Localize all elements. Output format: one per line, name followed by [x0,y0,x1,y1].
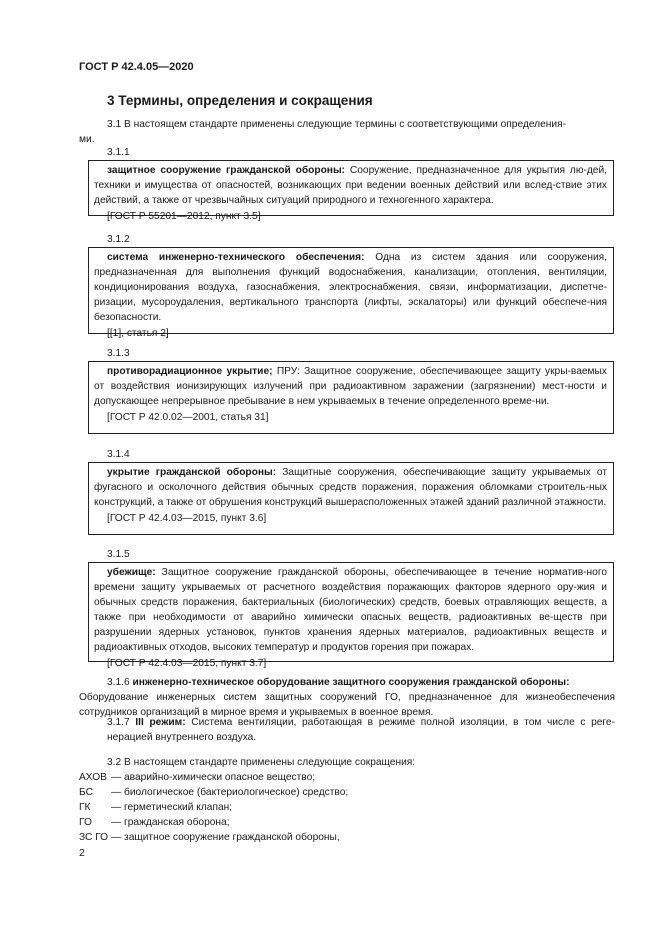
term-text: Защитные сооружения, обеспечивающие защиту укрываемых от фугасного и осколочного действия обычных средств поражения, поражения обломками строитель-ных конструкций, а также от обрушения конструкций вышерасположенных этажей зданий различной этажности. [94,467,607,508]
intro-line-1: 3.1 В настоящем стандарте применены следующие термины с соответствующими определения- [107,119,566,130]
abbreviation-item [79,785,415,800]
term-number: 3.1.5 [107,549,130,560]
abbreviation-text: — гражданская оборона; [111,817,230,828]
abbreviation-item [79,830,415,845]
term-definition [94,565,607,655]
term-text: Защитное сооружение гражданской обороны, обеспечивающее в течение норматив-ного времени защиту укрываемых от расчетного воздействия поражающих факторов ядерного ору-жия и обычных средств поражения, бактериальных (биологических) средств, боевых отравляющих веществ, а также при необходимости от аварийно химически опасных веществ, радиоактивных ве-ществ при разрушении ядерных установок, пунктов хранения ядерных материалов, радиоактивных веществ и радиоактивных отходов, высоких температур и продуктов горения при пожарах. [94,567,607,653]
term-box [88,462,614,535]
term-definition [94,163,607,208]
term-definition [94,465,607,510]
term-number: 3.1.3 [107,348,130,359]
abbreviations-list [79,755,415,845]
term-source: [ГОСТ Р 42.4.03—2015, пункт 3.7] [107,658,267,669]
term-box [88,361,614,434]
abbreviation-code: ГК [79,802,91,813]
term-number: 3.1.7 [107,717,130,728]
term-text: Система вентиляции, работающая в режиме полной изоляции, в том числе с реге-нерацией внутреннего воздуха. [107,717,615,743]
term-name: противорадиационное укрытие; [107,366,273,377]
term-definition [79,715,615,745]
term-text: Одна из систем здания или сооружения, предназначенная для выполнения функций водоснабжения, канализации, отопления, вентиляции, кондиционирования воздуха, газоснабжения, электроснабжения, связи, информатизации, диспетче-ризации, мусороудаления, вертикального транспорта (лифты, эскалаторы) или функций обеспече-ния безопасности. [94,252,608,323]
term-box [88,562,614,669]
abbreviation-text: — герметический клапан; [111,802,233,813]
term-source: [ГОСТ Р 42.4.03—2015, пункт 3.6] [107,513,267,524]
page-number: 2 [79,847,85,859]
term-number: 3.1.6 [107,677,130,688]
term-name: III режим: [135,717,186,728]
term-box [88,247,614,339]
term-text: Оборудование инженерных систем защитных сооружений ГО, предназначенное для жизнеобеспечения сотрудников организаций в мирное время и укрываемых в военное время. [79,692,615,718]
term-paragraph-316 [79,675,615,720]
term-text: ПРУ: Защитное сооружение, обеспечивающее защиту укры-ваемых от воздействия ионизирующих излучений при радиоактивном заражении (загрязнении) мест-ности и допускающее непрерывное пребывание в нем укрываемых в течение определенного време-ни. [94,366,607,407]
term-number: 3.1.4 [107,449,130,460]
abbreviation-code: АХОВ [79,772,107,783]
abbreviation-code: ГО [79,817,92,828]
term-source: [ГОСТ Р 42.0.02—2001, статья 31] [107,412,269,423]
abbreviation-text: — защитное сооружение гражданской обороны, [111,832,340,843]
section-title: 3 Термины, определения и сокращения [107,93,373,108]
term-name: инженерно-техническое оборудование защитного сооружения гражданской обороны: [132,677,570,688]
abbreviation-text: — аварийно-химически опасное вещество; [111,772,316,783]
abbreviation-item [79,770,415,785]
term-definition [94,250,607,325]
term-name: укрытие гражданской обороны: [107,467,277,478]
intro-line-2: ми. [79,134,95,145]
term-name: система инженерно-технического обеспечения: [107,252,365,263]
term-number: 3.1.1 [107,147,130,158]
abbreviations-intro: 3.2 В настоящем стандарте применены следующие сокращения: [107,757,416,768]
term-text: Сооружение, предназначенное для укрытия лю-дей, техники и имущества от опасностей, возникающих при ведении военных действий или вслед-ствие этих действий, а также от чрезвычайных ситуаций природного и техногенного характера. [94,165,607,206]
term-name: защитное сооружение гражданской обороны: [107,165,346,176]
abbreviation-code: ЗС ГО [79,832,109,843]
intro-paragraph [79,117,615,147]
term-number: 3.1.2 [107,234,130,245]
term-source: [[1], статья 2] [107,328,169,339]
abbreviation-text: — биологическое (бактериологическое) средство; [111,787,349,798]
abbreviation-item [79,800,415,815]
term-source: [ГОСТ Р 55201—2012, пункт 3.5] [107,211,261,222]
abbreviation-item [79,815,415,830]
term-heading [79,675,615,690]
term-name: убежище: [107,567,156,578]
term-definition [94,364,607,409]
abbreviation-code: БС [79,787,93,798]
term-box [88,160,614,222]
document-header: ГОСТ Р 42.4.05—2020 [79,61,194,73]
term-paragraph-317 [79,715,615,745]
